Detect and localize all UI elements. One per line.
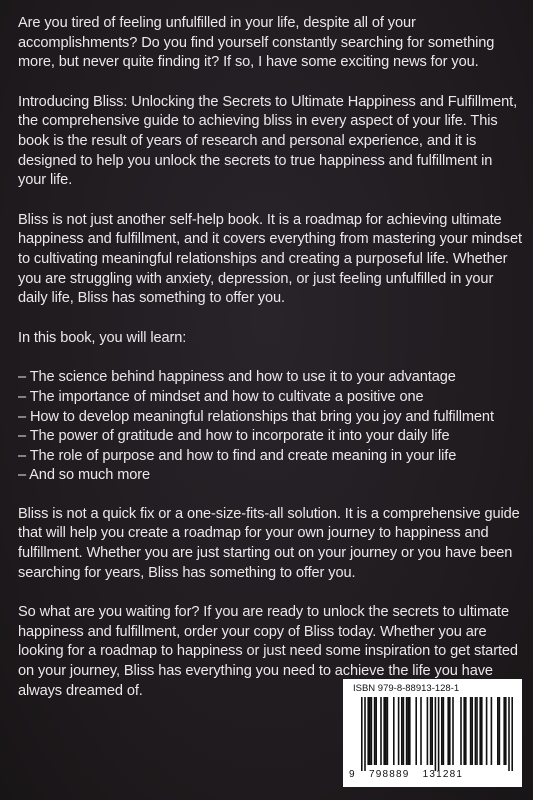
barcode-bar (508, 697, 510, 771)
barcode-bar (415, 697, 417, 765)
barcode-digits-group-1: 798889 (369, 769, 410, 780)
barcode-bar (380, 697, 382, 765)
barcode-bar (364, 697, 366, 771)
barcode-bar (427, 697, 429, 765)
list-item: – How to develop meaningful relationships that bring you joy and fulfillment (18, 408, 494, 425)
barcode-bar (369, 697, 371, 765)
barcode-digits (349, 769, 516, 781)
barcode-bar (447, 697, 449, 765)
barcode-bar (398, 697, 400, 765)
paragraph-call-to-action: So what are you waiting for? If you are ready to unlock the secrets to ultimate happiness and fulfillment, order your copy of Bliss today. Whether you are looking for a roadmap to happiness or just need some inspiration to get started on your journey, Bliss has everything you need to achieve the life you have always dreamed of. (18, 604, 518, 699)
paragraph-intro: Are you tired of feeling unfulfilled in your life, despite all of your accomplishments? Do you find yourself constantly searching for something more, but never quite finding it? If so, I have some exciting news for you. (18, 15, 495, 71)
barcode-bar (511, 697, 513, 771)
barcode-bar (401, 697, 403, 765)
barcode-bar (471, 697, 473, 765)
barcode-bar (435, 697, 437, 771)
blurb-text (18, 14, 523, 721)
list-item: – The science behind happiness and how to use it to your advantage (18, 369, 456, 386)
barcode-bar (503, 697, 505, 765)
barcode-bar (409, 697, 411, 765)
barcode-bar (407, 697, 409, 765)
barcode-bar (403, 697, 405, 765)
barcode-bar (387, 697, 389, 765)
barcode-bar (430, 697, 432, 765)
barcode-bar (491, 697, 493, 765)
barcode-bar (361, 697, 363, 771)
barcode-bar (499, 697, 501, 765)
barcode-bar (497, 697, 499, 765)
barcode-bar (374, 697, 376, 765)
list-item: – The power of gratitude and how to incorporate it into your daily life (18, 428, 450, 445)
barcode-bar (385, 697, 387, 765)
barcode-bar (367, 697, 369, 765)
barcode-digits-group-2: 131281 (422, 769, 464, 780)
barcode-bar (460, 697, 462, 765)
barcode-bar (371, 697, 373, 765)
barcode-bar (443, 697, 445, 765)
barcode-bar (438, 697, 440, 771)
barcode-bar (441, 697, 443, 765)
barcode-digit-lead: 9 (349, 769, 355, 780)
barcode-bar (481, 697, 483, 765)
barcode-bar (486, 697, 488, 765)
barcode-bar (475, 697, 477, 765)
barcode-bar (406, 697, 408, 765)
barcode-bar (449, 697, 451, 765)
paragraph-introducing: Introducing Bliss: Unlocking the Secrets to Ultimate Happiness and Fulfillment, the comprehensive guide to achieving bliss in every aspect of your life. This book is the result of years of research and personal experience, and it is designed to help you unlock the secrets to true happiness and fulfillment in your life. (18, 93, 518, 189)
barcode-bar (479, 697, 481, 765)
barcode-bar (452, 697, 454, 765)
barcode-bar (431, 697, 433, 765)
paragraph-roadmap: Bliss is not just another self-help book. It is a roadmap for achieving ultimate happiness and fulfillment, and it covers everything from mastering your mindset to cultivating meaningful relationships and creating a purposeful life. Whether you are struggling with anxiety, depression, or just feeling unfulfilled in your daily life, Bliss has something to offer you. (18, 211, 522, 307)
barcode-bar (505, 697, 507, 765)
list-item: – The role of purpose and how to find and create meaning in your life (18, 447, 457, 464)
barcode-bar (465, 697, 467, 765)
list-item: – The importance of mindset and how to cultivate a positive one (18, 388, 424, 405)
isbn-barcode (343, 679, 522, 787)
paragraph-learn-heading: In this book, you will learn: (18, 329, 187, 346)
barcode-bars (349, 697, 516, 771)
barcode-bar (476, 697, 478, 765)
isbn-label: ISBN 979-8-88913-128-1 (353, 683, 460, 694)
barcode-bar (375, 697, 377, 765)
learning-list (18, 368, 523, 486)
barcode-bar (393, 697, 395, 765)
paragraph-not-quick-fix: Bliss is not a quick fix or a one-size-fits-all solution. It is a comprehensive guide that will help you create a roadmap for your own journey to happiness and fulfillment. Whether you are just starting out on your journey or you have been searching for years, Bliss has something to offer you. (18, 505, 520, 581)
list-item: – And so much more (18, 467, 151, 484)
barcode-bar (420, 697, 422, 765)
barcode-bar (470, 697, 472, 765)
barcode-bar (463, 697, 465, 765)
barcode-bar (383, 697, 385, 765)
